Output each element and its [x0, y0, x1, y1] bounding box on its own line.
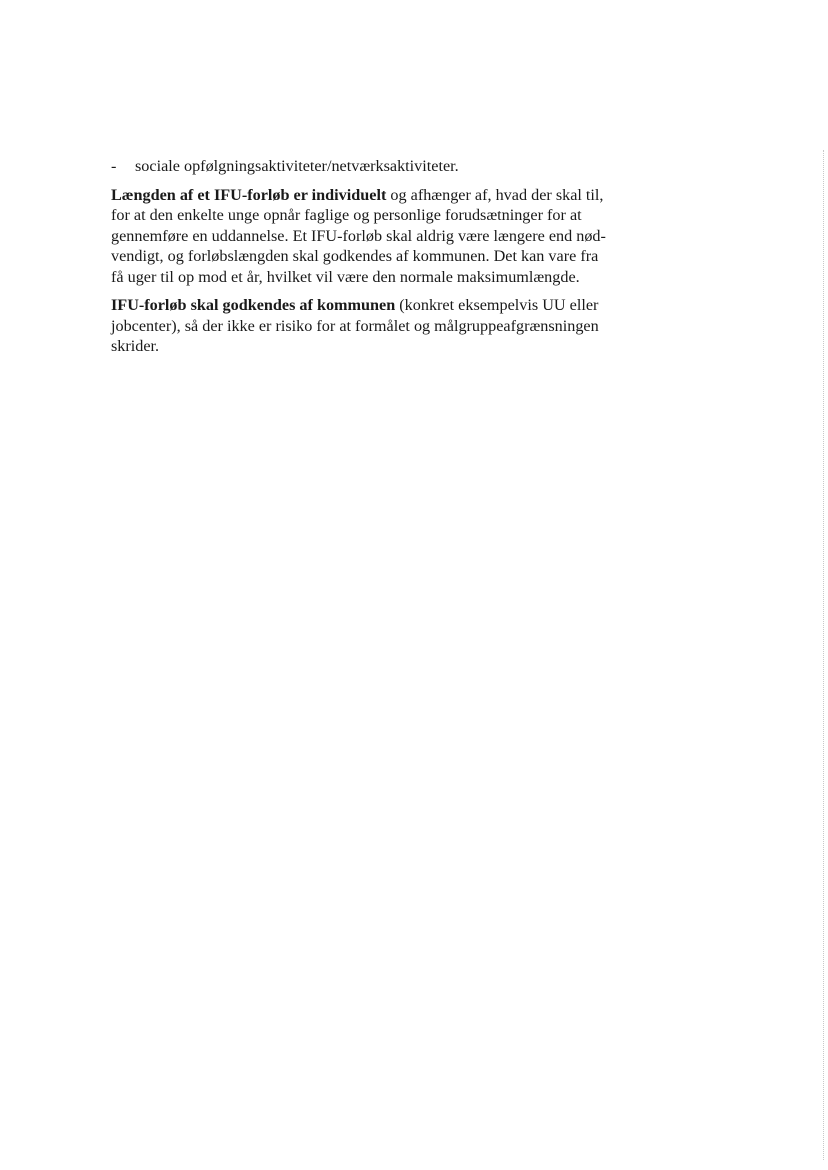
paragraph-line-text: og afhænger af, hvad der skal til,: [386, 185, 604, 204]
paragraph-length: [111, 185, 641, 288]
bullet-item: [111, 156, 641, 177]
document-body: [111, 156, 641, 365]
paragraph-approval: [111, 295, 641, 357]
scan-edge-line: [823, 150, 824, 1160]
paragraph-line: gennemføre en uddannelse. Et IFU-forløb skal aldrig være længere end nød-: [111, 226, 606, 245]
paragraph-lead-bold: Længden af et IFU-forløb er individuelt: [111, 185, 387, 204]
paragraph-line: vendigt, og forløbslængden skal godkendes af kommunen. Det kan vare fra: [111, 247, 599, 265]
paragraph-line: jobcenter), så der ikke er risiko for at formålet og målgruppeafgrænsningen: [111, 316, 599, 335]
paragraph-line: [111, 295, 641, 316]
paragraph-line: skrider.: [111, 337, 160, 355]
bullet-text: sociale opfølgningsaktiviteter/netværksaktiviteter.: [135, 157, 459, 175]
paragraph-line: få uger til op mod et år, hvilket vil være den normale maksimumlængde.: [111, 267, 580, 286]
bullet-marker: -: [111, 157, 117, 175]
paragraph-line-text: (konkret eksempelvis UU eller: [395, 296, 599, 314]
paragraph-line: for at den enkelte unge opnår faglige og personlige forudsætninger for at: [111, 206, 582, 224]
paragraph-lead-bold: IFU-forløb skal godkendes af kommunen: [111, 296, 396, 314]
paragraph-line: [111, 185, 641, 206]
